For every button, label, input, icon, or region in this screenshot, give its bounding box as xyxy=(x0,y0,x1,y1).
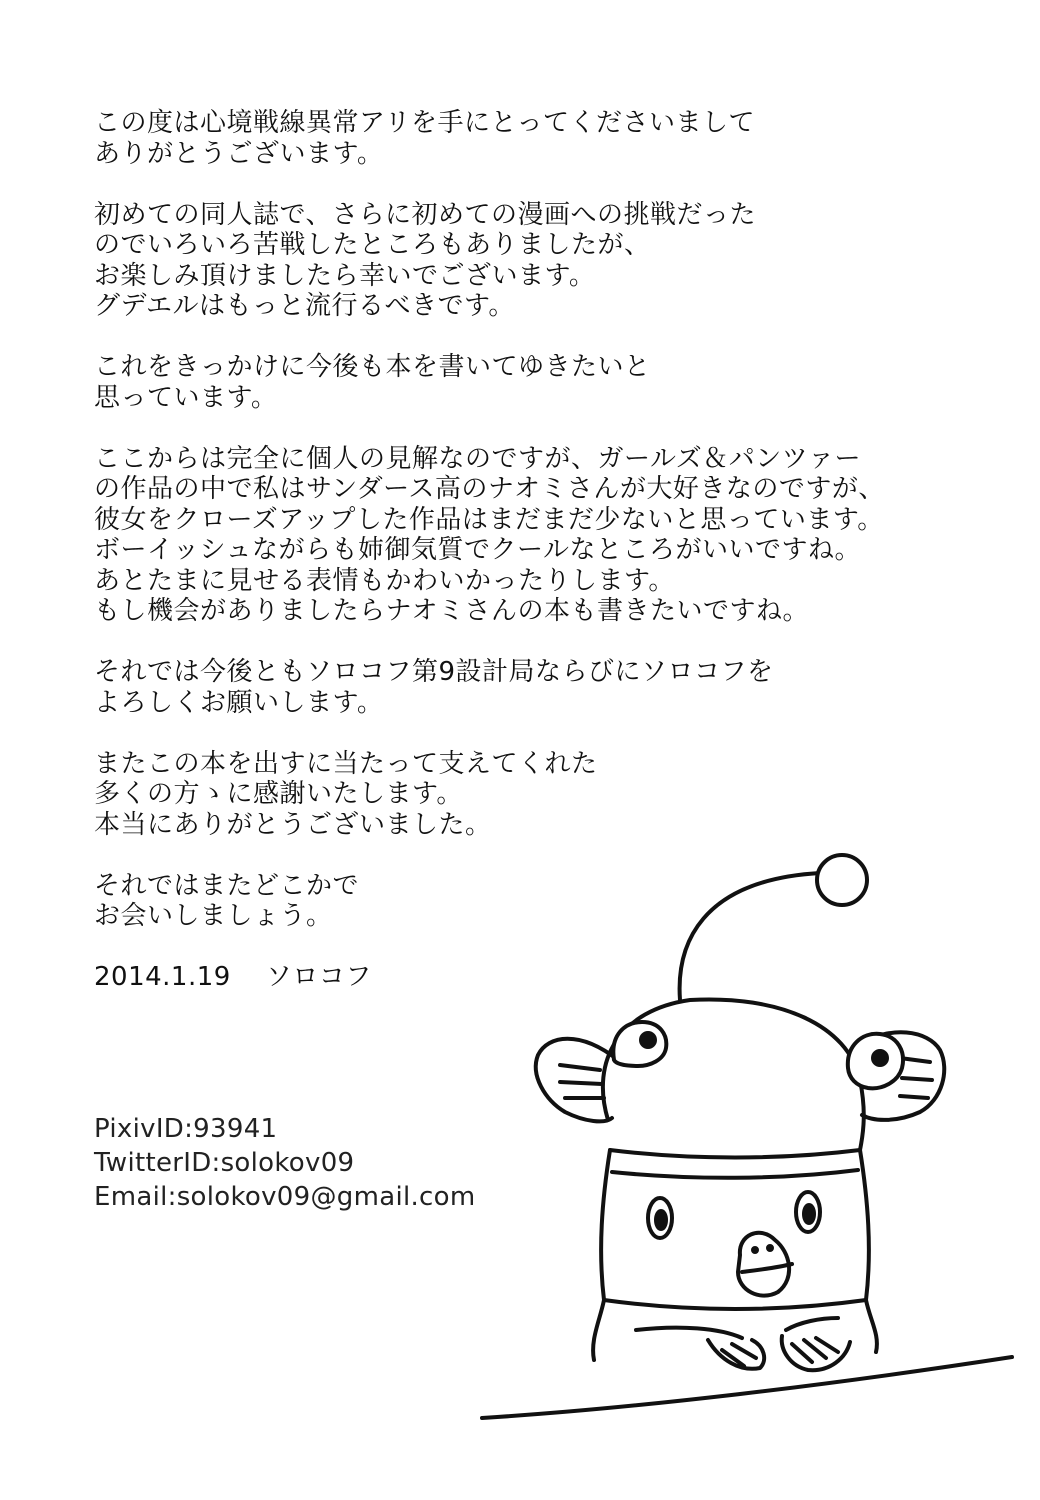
paragraph-future xyxy=(94,352,934,413)
text-line: お楽しみ頂けましたら幸いでございます。 xyxy=(94,260,596,291)
paragraph-gratitude xyxy=(94,749,934,841)
contact-info xyxy=(94,1112,476,1214)
text-line: の作品の中で私はサンダース高のナオミさんが大好きなのですが、 xyxy=(94,474,885,504)
email-address: Email:solokov09@gmail.com xyxy=(94,1182,476,1212)
text-line: ボーイッシュながらも姉御気質でクールなところがいいですね。 xyxy=(94,535,861,565)
text-line: もし機会がありましたらナオミさんの本も書きたいですね。 xyxy=(94,596,809,626)
text-line: お会いしましょう。 xyxy=(94,901,333,931)
text-line: それではまたどこかで xyxy=(94,870,360,901)
text-line: ありがとうございます。 xyxy=(94,138,384,169)
paragraph-first-doujinshi xyxy=(94,200,934,322)
signature-date: 2014.1.19 xyxy=(94,962,231,992)
paragraph-regards xyxy=(94,657,934,718)
text-line: 本当にありがとうございました。 xyxy=(94,809,492,840)
text-line: のでいろいろ苦戦したところもありましたが、 xyxy=(94,230,651,260)
mascot-creature-drawing-icon xyxy=(470,840,1030,1440)
text-line: これをきっかけに今後も本を書いてゆきたいと xyxy=(94,352,651,382)
text-line: グデエルはもっと流行るべきです。 xyxy=(94,291,515,321)
paragraph-thanks xyxy=(94,108,934,169)
text-line: 初めての同人誌で、さらに初めての漫画への挑戦だった xyxy=(94,199,756,230)
text-line: ここからは完全に個人の見解なのですが、ガールズ＆パンツァー xyxy=(94,443,861,474)
pixiv-id: PixivID:93941 xyxy=(94,1114,278,1144)
text-line: 彼女をクローズアップした作品はまだまだ少ないと思っています。 xyxy=(94,504,884,535)
text-line: 思っています。 xyxy=(94,382,278,413)
text-line: この度は心境戦線異常アリを手にとってくださいまして xyxy=(94,108,755,138)
text-line: 多くの方ゝに感謝いたします。 xyxy=(94,779,463,809)
paragraph-opinion xyxy=(94,444,934,627)
text-line: またこの本を出すに当たって支えてくれた xyxy=(94,748,598,779)
twitter-id: TwitterID:solokov09 xyxy=(94,1148,355,1178)
signature-author: ソロコフ xyxy=(265,962,372,992)
text-line: それでは今後ともソロコフ第9設計局ならびにソロコフを xyxy=(94,657,774,687)
text-line: あとたまに見せる表情もかわいかったりします。 xyxy=(94,565,675,596)
text-line: よろしくお願いします。 xyxy=(94,687,384,718)
